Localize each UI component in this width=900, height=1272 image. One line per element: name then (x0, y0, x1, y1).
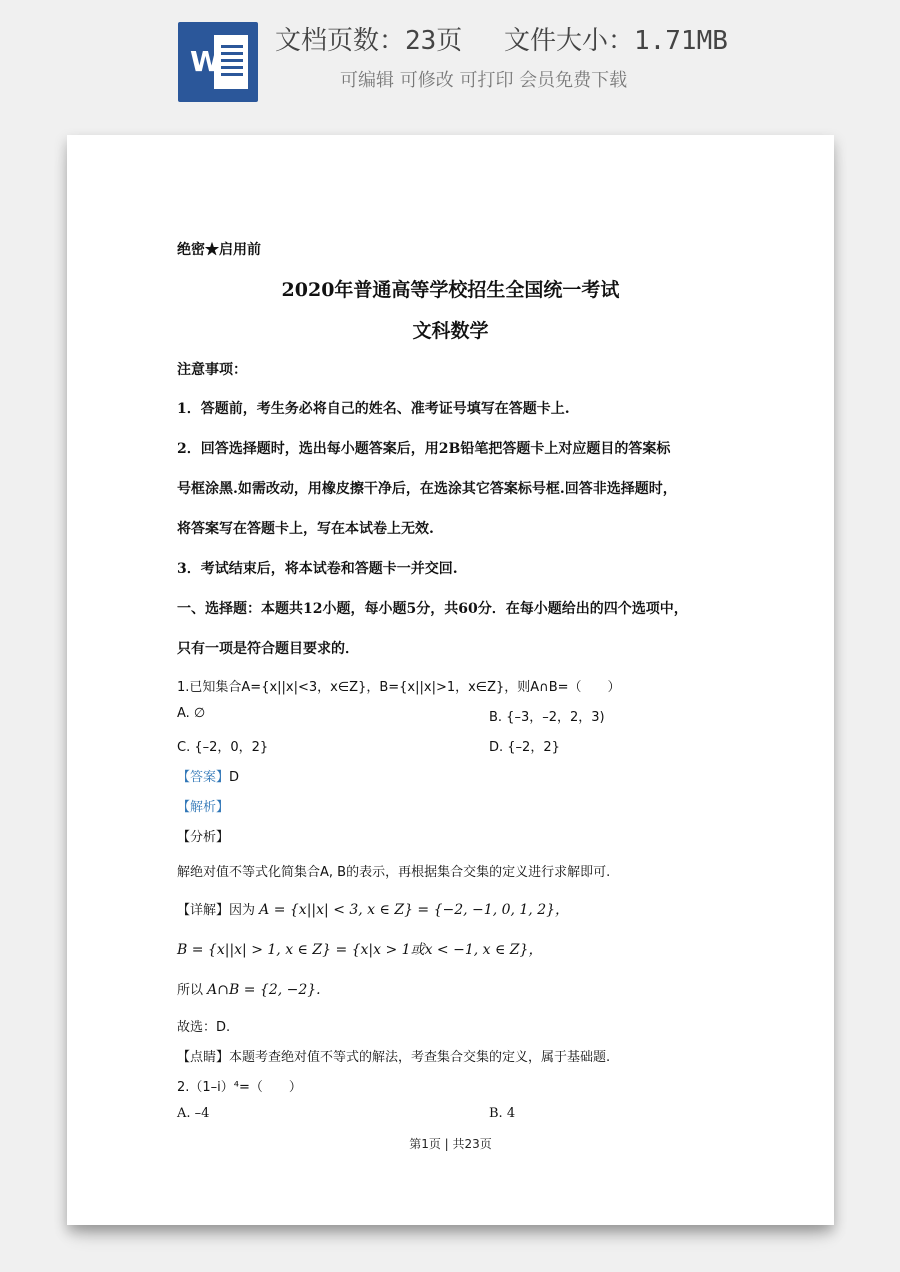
q1-option-a: A. ∅ (177, 706, 206, 721)
dianjing-line: 【点睛】本题考查绝对值不等式的解法，考查集合交集的定义，属于基础题. (177, 1050, 611, 1065)
detail-formula-1: A = {x||x| < 3, x ∈ Z} = {−2, −1, 0, 1, 2}， (259, 902, 570, 918)
detail-formula-3: A∩B = {2, −2}. (207, 982, 321, 998)
detail-3-prefix: 所以 (177, 983, 204, 998)
detail-formula-2: B = {x||x| > 1, x ∈ Z} = {x|x > 1或x < −1, x ∈ Z}， (177, 942, 543, 958)
notice-item-2-line-3: 将答案写在答题卡上，写在本试卷上无效. (177, 521, 434, 537)
exam-title: 2020年普通高等学校招生全国统一考试 (281, 279, 620, 301)
detail-line-3 (177, 979, 321, 998)
q2-option-b: B. 4 (489, 1106, 516, 1121)
document-page (67, 135, 834, 1225)
analysis-label: 【解析】 (177, 800, 230, 815)
document-features: 可编辑 可修改 可打印 会员免费下载 (340, 70, 628, 91)
answer-row (177, 766, 239, 785)
q1-option-c: C. {–2，0，2} (177, 740, 269, 755)
question-2: 2.（1–i）⁴=（ ） (177, 1080, 302, 1095)
q1-option-d: D. {–2，2} (489, 740, 560, 755)
detail-line-1 (177, 899, 569, 919)
notice-heading: 注意事项： (177, 362, 247, 378)
q1-option-b: B. {–3，–2，2，3) (489, 710, 605, 725)
document-info-title: 文档页数：23页 文件大小：1.71MB (275, 26, 728, 56)
notice-item-1: 1．答题前，考生务必将自己的姓名、准考证号填写在答题卡上. (177, 401, 570, 417)
choice-line: 故选：D. (177, 1020, 231, 1035)
detail-label: 【详解】因为 (177, 903, 256, 918)
section-heading-line-2: 只有一项是符合题目要求的． (177, 641, 359, 657)
answer-value: D (229, 770, 240, 785)
question-1: 1.已知集合A={x||x|<3，x∈Z}，B={x||x|>1，x∈Z}，则A∩B=（ ） (177, 680, 621, 695)
answer-label: 【答案】 (177, 770, 230, 785)
fenxi-text: 解绝对值不等式化简集合A, B的表示，再根据集合交集的定义进行求解即可. (177, 865, 611, 880)
page-footer: 第1页 | 共23页 (409, 1137, 492, 1151)
fenxi-label: 【分析】 (177, 830, 230, 845)
q2-option-a: A. –4 (177, 1106, 210, 1121)
confidential-label: 绝密★启用前 (177, 242, 261, 258)
section-heading-line-1: 一、选择题：本题共12小题，每小题5分，共60分．在每小题给出的四个选项中， (177, 601, 688, 617)
exam-subject: 文科数学 (412, 320, 489, 342)
header-banner (0, 0, 900, 120)
notice-item-3: 3．考试结束后，将本试卷和答题卡一并交回. (177, 561, 458, 577)
notice-item-2-line-1: 2．回答选择题时，选出每小题答案后，用2B铅笔把答题卡上对应题目的答案标 (177, 441, 671, 457)
word-document-icon: W (178, 22, 258, 102)
notice-item-2-line-2: 号框涂黑.如需改动，用橡皮擦干净后，在选涂其它答案标号框.回答非选择题时， (177, 481, 677, 497)
